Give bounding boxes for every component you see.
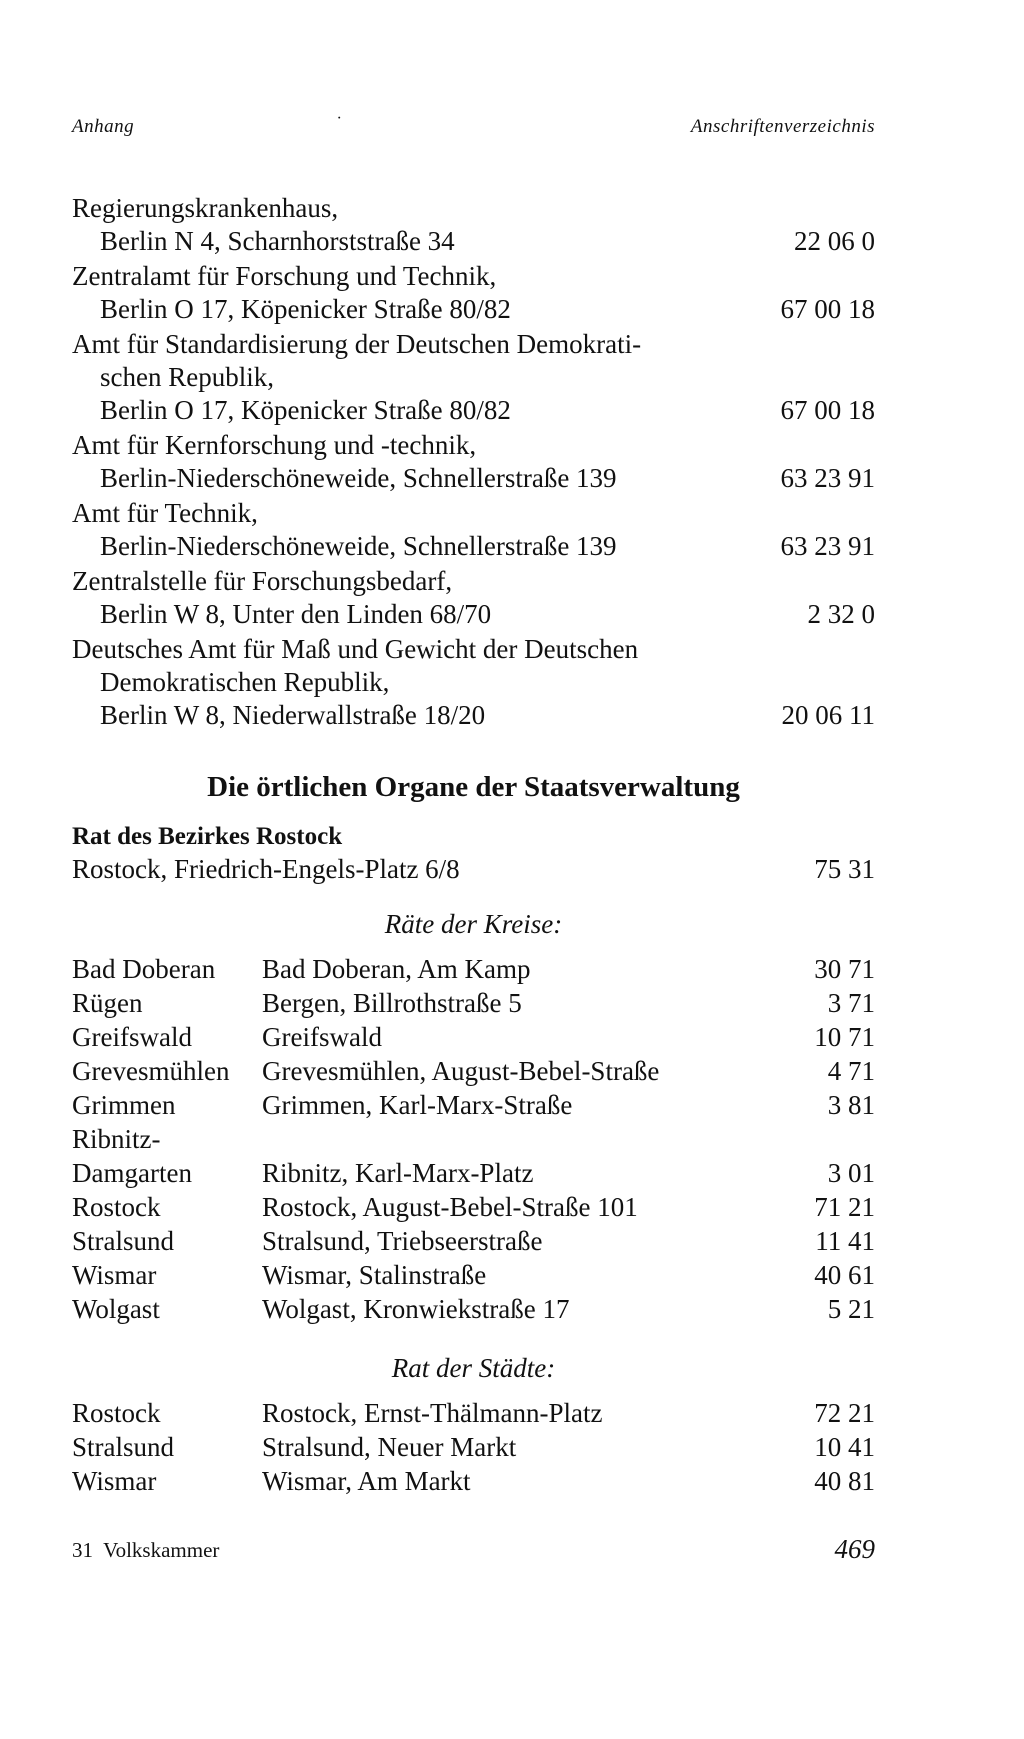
entry-line: Berlin W 8, Niederwallstraße 18/20 xyxy=(100,700,486,730)
row-name xyxy=(72,1122,192,1190)
table-row xyxy=(72,1292,875,1326)
row-phone: 4 71 xyxy=(827,1056,875,1086)
entry-line: Regierungskrankenhaus, xyxy=(72,193,339,223)
table-row xyxy=(72,1190,875,1224)
table-row xyxy=(72,952,875,986)
entry-line: Berlin-Niederschöneweide, Schnellerstraße 139 xyxy=(100,463,617,493)
page-footer xyxy=(72,1534,875,1570)
address-entry xyxy=(72,328,875,427)
address-entries xyxy=(72,192,875,734)
table-row xyxy=(72,986,875,1020)
table-row xyxy=(72,1258,875,1292)
council-row xyxy=(72,852,875,886)
row-phone: 40 61 xyxy=(814,1260,875,1290)
row-address: Bergen, Billrothstraße 5 xyxy=(262,988,522,1018)
row-address: Bad Doberan, Am Kamp xyxy=(262,954,531,984)
row-name: Bad Doberan xyxy=(72,954,216,984)
council-name: Rat des Bezirkes Rostock xyxy=(72,823,343,850)
row-name: Wolgast xyxy=(72,1294,160,1324)
section-title: Die örtlichen Organe der Staatsverwaltung xyxy=(207,771,740,803)
row-address: Greifswald xyxy=(262,1022,382,1052)
row-name: Rostock xyxy=(72,1192,161,1222)
table-row xyxy=(72,1020,875,1054)
table-row xyxy=(72,1396,875,1430)
row-name: Rostock xyxy=(72,1398,161,1428)
entry-phone: 20 06 11 xyxy=(781,700,875,730)
row-phone: 3 71 xyxy=(827,988,875,1018)
row-name: Wismar xyxy=(72,1466,157,1496)
row-phone: 11 41 xyxy=(815,1226,875,1256)
row-address: Rostock, Ernst-Thälmann-Platz xyxy=(262,1398,603,1428)
staedte-heading: Rat der Städte: xyxy=(391,1353,556,1383)
entry-line: Berlin O 17, Köpenicker Straße 80/82 xyxy=(100,395,511,425)
district-council xyxy=(72,822,875,886)
row-address: Ribnitz, Karl-Marx-Platz xyxy=(262,1158,534,1188)
row-name: Greifswald xyxy=(72,1022,192,1052)
kreise-heading: Räte der Kreise: xyxy=(384,909,563,939)
row-address: Grimmen, Karl-Marx-Straße xyxy=(262,1090,573,1120)
entry-line: Deutsches Amt für Maß und Gewicht der Deutschen xyxy=(72,634,639,664)
row-address: Wismar, Am Markt xyxy=(262,1466,471,1496)
entry-line: Berlin-Niederschöneweide, Schnellerstraße 139 xyxy=(100,531,617,561)
entry-line: Amt für Kernforschung und -technik, xyxy=(72,430,477,460)
entry-line: Demokratischen Republik, xyxy=(100,667,390,697)
table-row xyxy=(72,1054,875,1088)
address-entry xyxy=(72,429,875,495)
running-head-left: Anhang xyxy=(72,116,135,137)
council-phone: 75 31 xyxy=(814,854,875,884)
page-number: 469 xyxy=(834,1534,875,1564)
running-head-dot: · xyxy=(337,110,342,127)
row-address: Rostock, August-Bebel-Straße 101 xyxy=(262,1192,638,1222)
entry-line: Amt für Technik, xyxy=(72,498,258,528)
row-address: Grevesmühlen, August-Bebel-Straße xyxy=(262,1056,660,1086)
row-address: Wolgast, Kronwiekstraße 17 xyxy=(262,1294,570,1324)
table-row xyxy=(72,1464,875,1498)
entry-phone: 2 32 0 xyxy=(807,599,875,629)
entry-line: schen Republik, xyxy=(100,362,274,392)
row-phone: 40 81 xyxy=(814,1466,875,1496)
entry-line: Berlin O 17, Köpenicker Straße 80/82 xyxy=(100,294,511,324)
row-name: Wismar xyxy=(72,1260,157,1290)
row-phone: 10 71 xyxy=(814,1022,875,1052)
address-entry xyxy=(72,633,875,732)
table-row xyxy=(72,1224,875,1258)
row-name-part1: Ribnitz- xyxy=(72,1124,161,1154)
entry-phone: 67 00 18 xyxy=(780,395,875,425)
address-entry xyxy=(72,565,875,631)
table-row xyxy=(72,1088,875,1122)
running-head xyxy=(72,110,875,144)
address-entry xyxy=(72,260,875,326)
entry-line: Zentralamt für Forschung und Technik, xyxy=(72,261,497,291)
entry-phone: 63 23 91 xyxy=(780,531,875,561)
row-name-part2: Damgarten xyxy=(72,1158,192,1188)
staedte-table xyxy=(72,1396,875,1498)
entry-phone: 63 23 91 xyxy=(780,463,875,493)
row-phone: 3 01 xyxy=(827,1158,875,1188)
entry-phone: 67 00 18 xyxy=(780,294,875,324)
entry-line: Berlin N 4, Scharnhorststraße 34 xyxy=(100,226,455,256)
council-address: Rostock, Friedrich-Engels-Platz 6/8 xyxy=(72,854,460,884)
row-name: Rügen xyxy=(72,988,143,1018)
address-entry xyxy=(72,497,875,563)
row-phone: 3 81 xyxy=(827,1090,875,1120)
kreise-table xyxy=(72,952,875,1326)
entry-line: Amt für Standardisierung der Deutschen Demokrati- xyxy=(72,329,642,359)
table-row xyxy=(72,1430,875,1464)
running-head-right: Anschriftenverzeichnis xyxy=(690,116,875,137)
row-phone: 5 21 xyxy=(827,1294,875,1324)
row-phone: 71 21 xyxy=(814,1192,875,1222)
row-phone: 10 41 xyxy=(814,1432,875,1462)
entry-phone: 22 06 0 xyxy=(794,226,875,256)
row-name: Stralsund xyxy=(72,1432,175,1462)
row-name: Grevesmühlen xyxy=(72,1056,230,1086)
entry-line: Berlin W 8, Unter den Linden 68/70 xyxy=(100,599,492,629)
entry-line: Zentralstelle für Forschungsbedarf, xyxy=(72,566,453,596)
footer-signature: 31 Volkskammer xyxy=(72,1538,220,1562)
table-row xyxy=(72,1122,875,1190)
row-phone: 72 21 xyxy=(814,1398,875,1428)
row-address: Wismar, Stalinstraße xyxy=(262,1260,487,1290)
row-address: Stralsund, Triebseerstraße xyxy=(262,1226,543,1256)
address-entry xyxy=(72,192,875,258)
row-name: Stralsund xyxy=(72,1226,175,1256)
row-name: Grimmen xyxy=(72,1090,176,1120)
row-phone: 30 71 xyxy=(814,954,875,984)
row-address: Stralsund, Neuer Markt xyxy=(262,1432,517,1462)
